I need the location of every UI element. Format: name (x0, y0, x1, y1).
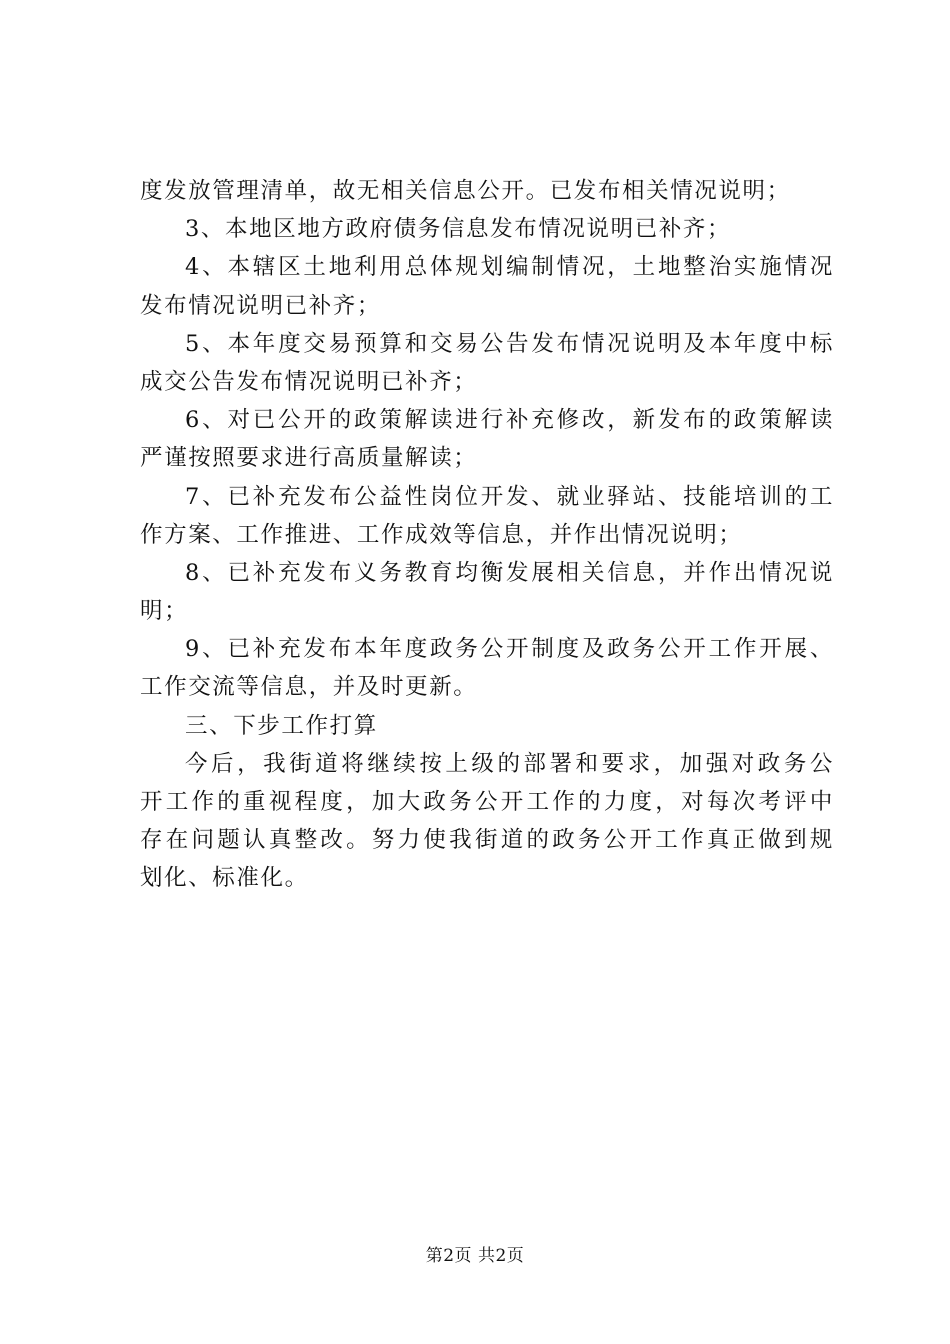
list-item-3: 3、本地区地方政府债务信息发布情况说明已补齐； (185, 216, 732, 243)
text-line: 发布情况说明已补齐； (140, 292, 382, 319)
paragraph-line: 开工作的重视程度，加大政务公开工作的力度，对每次考评中 (140, 789, 834, 815)
list-item-5: 5、本年度交易预算和交易公告发布情况说明及本年度中标 (185, 330, 834, 357)
list-item-9: 9、已补充发布本年度政务公开制度及政务公开工作开展、 (185, 636, 834, 663)
text-line: 明； (140, 598, 189, 625)
paragraph-line: 存在问题认真整改。努力使我街道的政务公开工作真正做到规 (140, 827, 834, 854)
list-item-8: 8、已补充发布义务教育均衡发展相关信息，并作出情况说 (185, 559, 834, 586)
text-line: 严谨按照要求进行高质量解读； (140, 445, 478, 472)
list-item-7: 7、已补充发布公益性岗位开发、就业驿站、技能培训的工 (185, 483, 834, 510)
page-number-footer: 第2页 共2页 (425, 1246, 525, 1266)
text-line: 工作交流等信息，并及时更新。 (140, 674, 478, 701)
list-item-6: 6、对已公开的政策解读进行补充修改，新发布的政策解读 (185, 407, 834, 434)
paragraph-line: 今后，我街道将继续按上级的部署和要求，加强对政务公 (185, 750, 834, 777)
section-heading: 三、下步工作打算 (185, 712, 378, 739)
text-line: 成交公告发布情况说明已补齐； (140, 368, 478, 395)
list-item-4: 4、本辖区土地利用总体规划编制情况，土地整治实施情况 (185, 254, 834, 281)
paragraph-line: 划化、标准化。 (140, 865, 309, 892)
text-line: 作方案、工作推进、工作成效等信息，并作出情况说明； (140, 521, 743, 548)
document-body (140, 172, 834, 898)
text-line: 度发放管理清单，故无相关信息公开。已发布相关情况说明； (140, 178, 791, 204)
